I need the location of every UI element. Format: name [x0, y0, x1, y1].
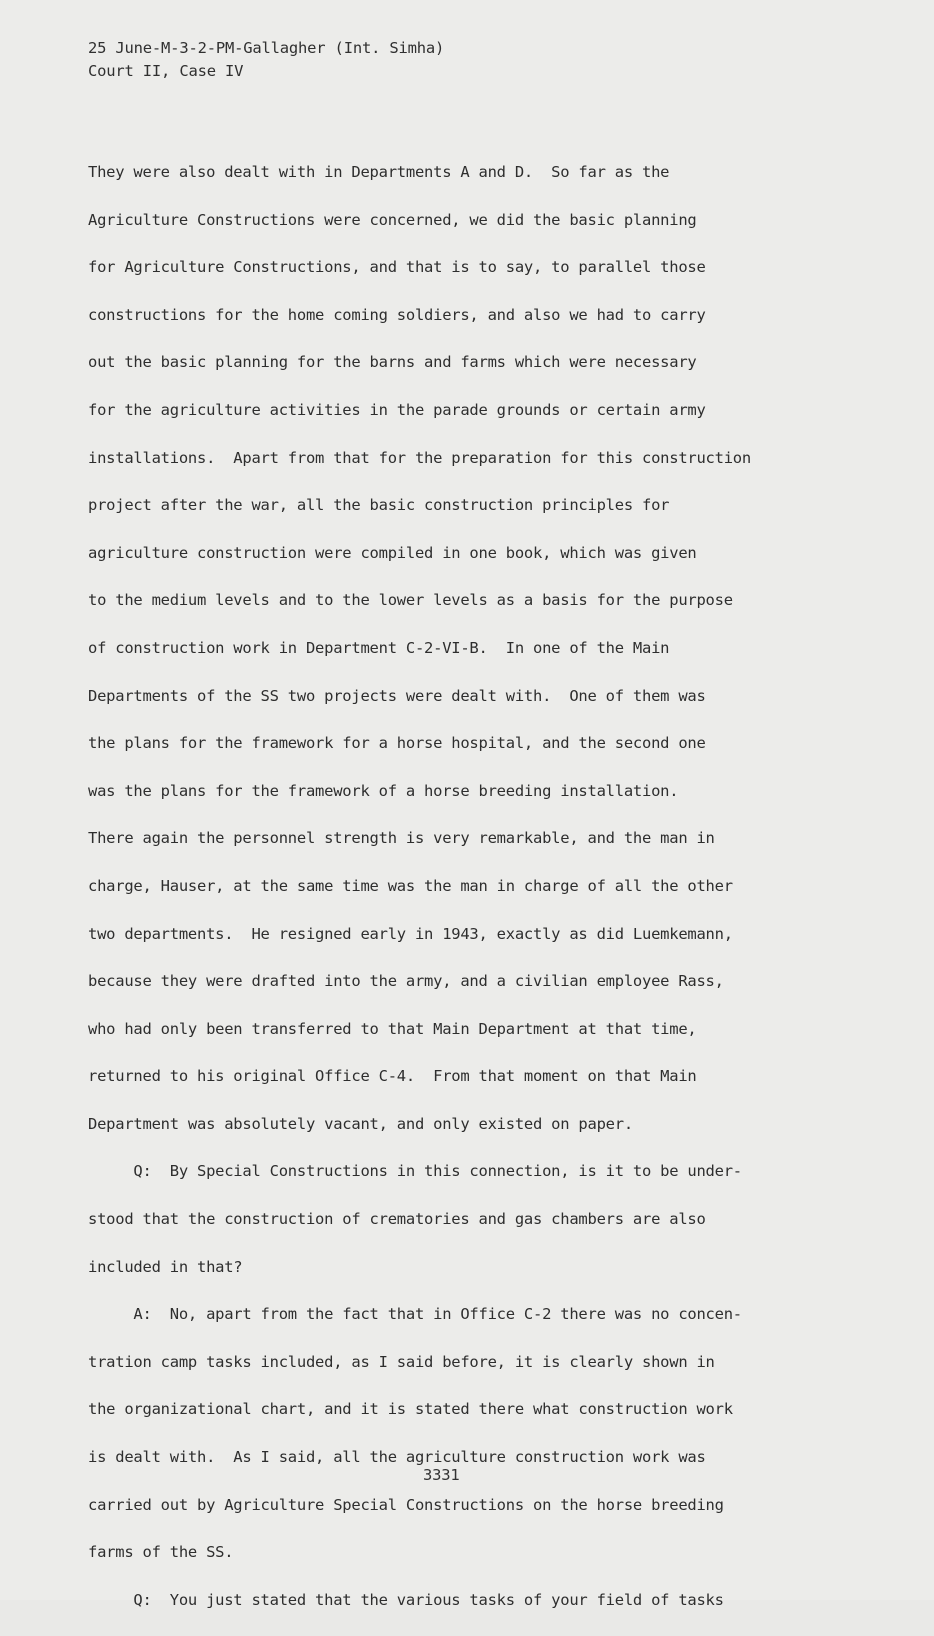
header-session-line: 25 June-M-3-2-PM-Gallagher (Int. Simha)	[88, 39, 445, 57]
text-line: constructions for the home coming soldiers, and also we had to carry	[88, 305, 706, 324]
page-number: 3331	[423, 1466, 460, 1484]
text-line: out the basic planning for the barns and farms which were necessary	[88, 353, 697, 372]
text-line: project after the war, all the basic construction principles for	[88, 496, 670, 515]
text-line: is dealt with. As I said, all the agriculture construction work was	[88, 1448, 706, 1467]
text-line: carried out by Agriculture Special Constructions on the horse breeding	[88, 1495, 724, 1514]
text-line: installations. Apart from that for the preparation for this construction	[88, 448, 751, 467]
text-line: for the agriculture activities in the parade grounds or certain army	[88, 400, 706, 419]
text-line: charge, Hauser, at the same time was the man in charge of all the other	[88, 876, 733, 895]
text-line: because they were drafted into the army, and a civilian employee Rass,	[88, 972, 724, 991]
text-line: was the plans for the framework of a horse breeding installation.	[88, 781, 679, 800]
text-line: tration camp tasks included, as I said before, it is clearly shown in	[88, 1352, 715, 1371]
text-line: Agriculture Constructions were concerned, we did the basic planning	[88, 210, 697, 229]
text-line: Department was absolutely vacant, and only existed on paper.	[88, 1114, 633, 1133]
text-line: the organizational chart, and it is stated there what construction work	[88, 1400, 733, 1419]
text-line: of construction work in Department C-2-VI-B. In one of the Main	[88, 638, 670, 657]
text-line: the plans for the framework for a horse hospital, and the second one	[88, 734, 706, 753]
text-line: stood that the construction of crematories and gas chambers are also	[88, 1210, 706, 1229]
text-line: agriculture construction were compiled in one book, which was given	[88, 543, 697, 562]
header-court-line: Court II, Case IV	[88, 62, 244, 80]
text-line: two departments. He resigned early in 1943, exactly as did Luemkemann,	[88, 924, 733, 943]
transcript-body	[88, 161, 888, 1636]
text-line: to the medium levels and to the lower levels as a basis for the purpose	[88, 591, 733, 610]
text-line: There again the personnel strength is very remarkable, and the man in	[88, 829, 715, 848]
question-line: Q: You just stated that the various tasks of your field of tasks	[88, 1590, 724, 1609]
text-line: who had only been transferred to that Main Department at that time,	[88, 1019, 697, 1038]
text-line: included in that?	[88, 1257, 243, 1276]
text-line: They were also dealt with in Departments A and D. So far as the	[88, 163, 670, 181]
text-line: returned to his original Office C-4. From that moment on that Main	[88, 1067, 697, 1086]
answer-line: A: No, apart from the fact that in Office C-2 there was no concen-	[88, 1305, 742, 1324]
question-line: Q: By Special Constructions in this connection, is it to be under-	[88, 1162, 742, 1181]
transcript-header	[88, 37, 444, 83]
text-line: farms of the SS.	[88, 1543, 234, 1562]
text-line: for Agriculture Constructions, and that is to say, to parallel those	[88, 258, 706, 277]
text-line: Departments of the SS two projects were dealt with. One of them was	[88, 686, 706, 705]
